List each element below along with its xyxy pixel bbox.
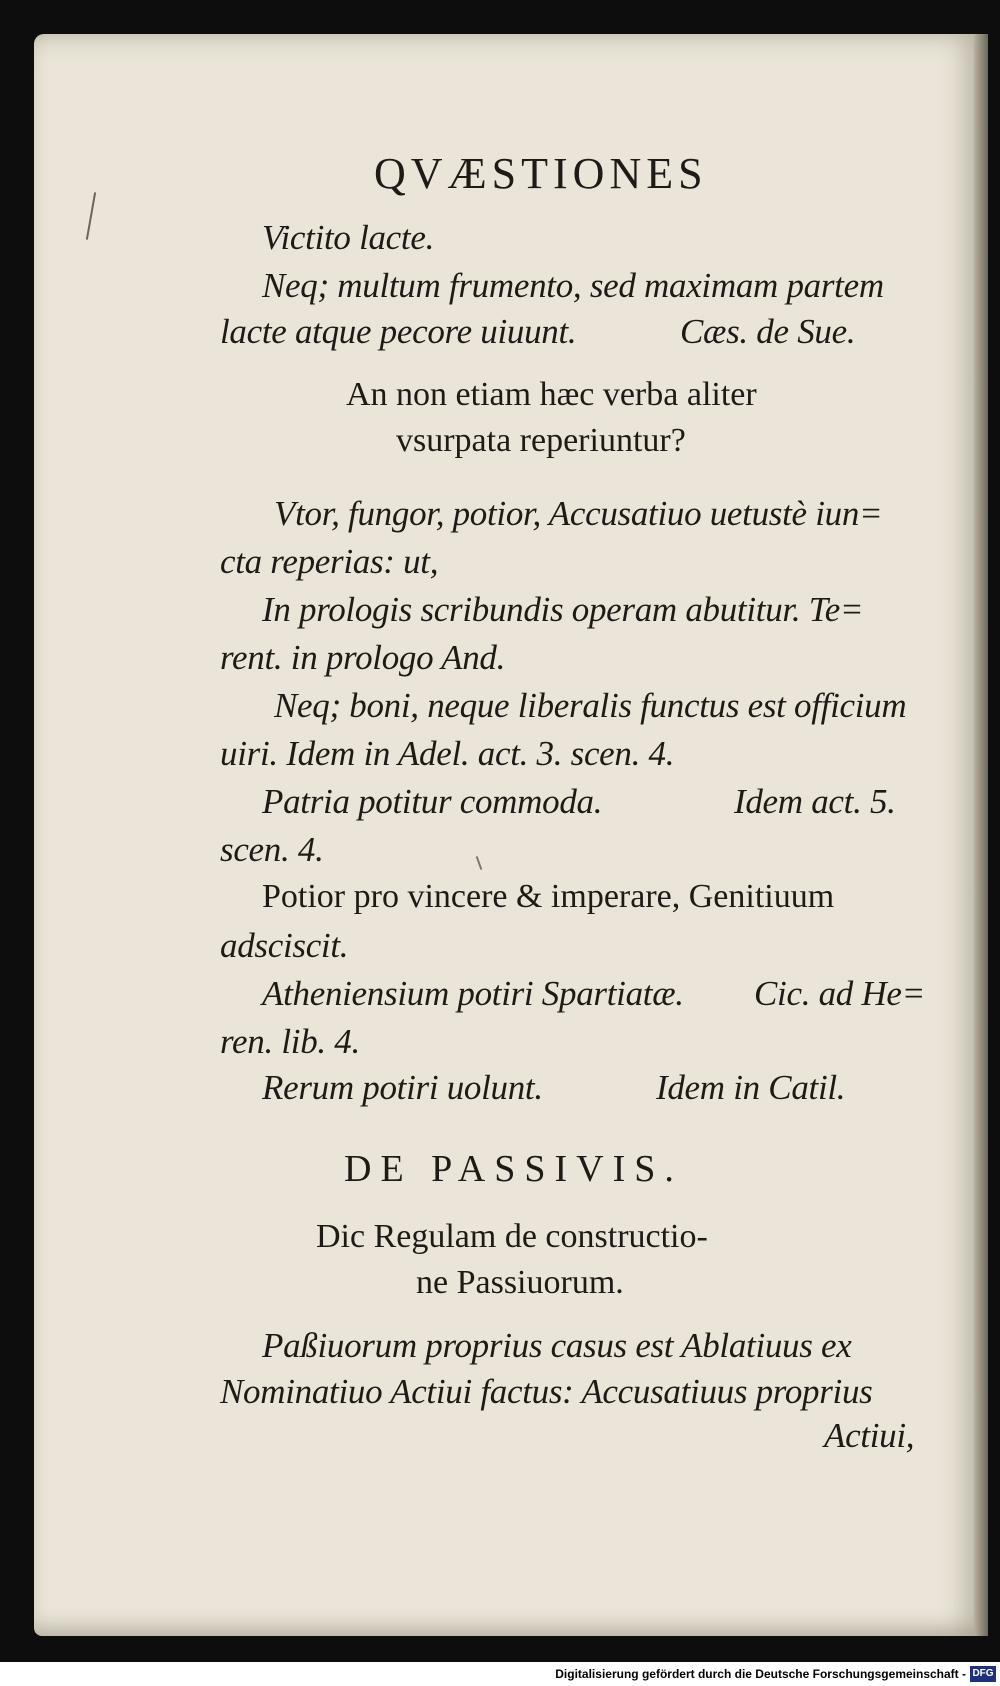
text-line: Paßiuorum proprius casus est Ablatiuus ex bbox=[262, 1326, 852, 1365]
question-line: vsurpata reperiuntur? bbox=[396, 422, 686, 459]
text-line: Victito lacte. bbox=[262, 218, 435, 257]
text-line: In prologis scribundis operam abutitur. Te= bbox=[262, 590, 864, 629]
citation: Cic. ad He= bbox=[754, 974, 925, 1013]
question-line: Dic Regulam de constructio- bbox=[316, 1218, 708, 1255]
page-edge bbox=[974, 34, 988, 1636]
section-heading: DE PASSIVIS. bbox=[344, 1148, 683, 1190]
text-line: lacte atque pecore uiuunt. bbox=[220, 312, 577, 351]
credit-text: Digitalisierung gefördert durch die Deutsche Forschungsgemeinschaft - bbox=[555, 1667, 966, 1681]
question-line: An non etiam hæc verba aliter bbox=[346, 376, 757, 413]
catchword: Actiui, bbox=[824, 1416, 915, 1455]
paper-speck bbox=[476, 856, 483, 870]
text-line: rent. in prologo And. bbox=[220, 638, 506, 677]
text-line: Neq; boni, neque liberalis functus est officium bbox=[274, 686, 907, 725]
citation: Idem act. 5. bbox=[734, 782, 896, 821]
text-line: Neq; multum frumento, sed maximam partem bbox=[262, 266, 884, 305]
citation: Idem in Catil. bbox=[656, 1068, 846, 1107]
text-line: Nominatiuo Actiui factus: Accusatiuus proprius bbox=[220, 1372, 873, 1411]
text-line: scen. 4. bbox=[220, 830, 324, 869]
text-line: Potior pro vincere & imperare, Genitiuum bbox=[262, 878, 835, 915]
citation: Cæs. de Sue. bbox=[680, 312, 856, 351]
text-line: uiri. Idem in Adel. act. 3. scen. 4. bbox=[220, 734, 675, 773]
text-line: Patria potitur commoda. bbox=[262, 782, 603, 821]
text-line: Vtor, fungor, potior, Accusatiuo uetustè iun= bbox=[274, 494, 883, 533]
text-line: Rerum potiri uolunt. bbox=[262, 1068, 543, 1107]
text-line: cta reperias: ut, bbox=[220, 542, 439, 581]
dfg-logo: DFG bbox=[970, 1666, 996, 1682]
book-page bbox=[34, 34, 988, 1636]
question-line: ne Passiuorum. bbox=[416, 1264, 624, 1301]
running-head: QVÆSTIONES bbox=[374, 149, 708, 198]
text-line: Atheniensium potiri Spartiatæ. bbox=[262, 974, 684, 1013]
ink-mark bbox=[86, 192, 96, 240]
text-line: adsciscit. bbox=[220, 926, 349, 965]
digitization-credit bbox=[0, 1662, 1000, 1686]
text-line: ren. lib. 4. bbox=[220, 1022, 360, 1061]
